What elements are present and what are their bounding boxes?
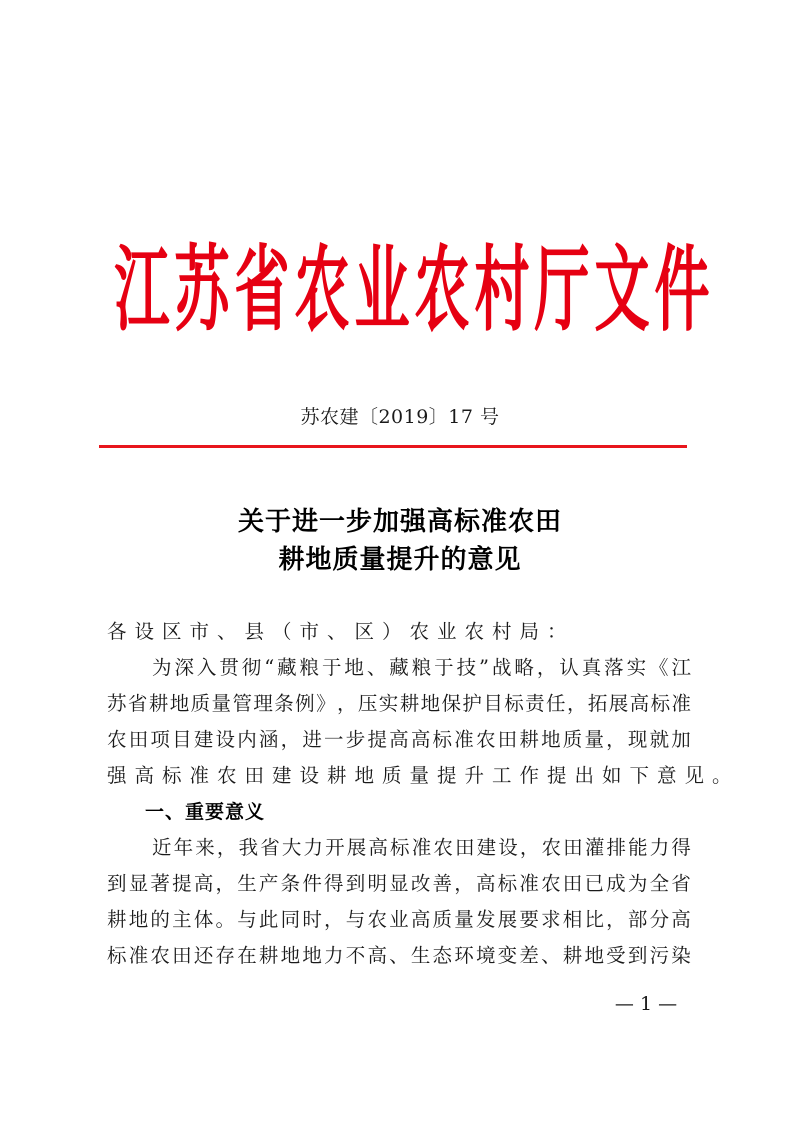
paragraph-2-line: 近 年 来 ， 我 省 大 力 开 展 高 标 准 农 田 建 设 ， 农 田 灌 排 能 力 得 — [152, 836, 691, 859]
document-title-line-2: 耕地质量提升的意见 — [278, 545, 522, 575]
paragraph-2-line: 耕 地 的 主 体 。 与 此 同 时 ， 与 农 业 高 质 量 发 展 要 求 相 比 ， 部 分 高 — [107, 908, 691, 931]
paragraph-1-line: 为 深 入 贯 彻 “ 藏 粮 于 地 、 藏 粮 于 技 ” 战 略 ， 认 真 落 实 《 江 — [152, 656, 691, 679]
masthead-char: 村 — [474, 236, 530, 346]
document-title-line-1: 关于进一步加强高标准农田 — [237, 507, 562, 537]
masthead-char: 文 — [594, 236, 650, 346]
masthead-char: 省 — [234, 236, 290, 346]
paragraph-1-line: 农 田 项 目 建 设 内 涵 ， 进 一 步 提 高 高 标 准 农 田 耕 地 质 量 ， 现 就 加 — [107, 728, 691, 751]
paragraph-1-line: 苏 省 耕 地 质 量 管 理 条 例 》 ， 压 实 耕 地 保 护 目 标 责 任 ， 拓 展 高 标 准 — [107, 692, 691, 715]
masthead-title — [112, 226, 710, 356]
masthead-char: 件 — [654, 236, 710, 346]
masthead-char: 厅 — [534, 236, 590, 346]
masthead-char: 江 — [114, 236, 170, 346]
salutation: 各设区市、县（市、区）农业农村局： — [107, 620, 575, 643]
masthead-char: 苏 — [174, 236, 230, 346]
masthead-char: 农 — [294, 236, 350, 346]
document-body — [107, 614, 740, 974]
masthead-char: 业 — [354, 236, 410, 346]
paragraph-1-line: 强高标准农田建设耕地质量提升工作提出如下意见。 — [107, 764, 740, 787]
document-title — [0, 503, 800, 579]
paragraph-2-line: 到 显 著 提 高 ， 生 产 条 件 得 到 明 显 改 善 ， 高 标 准 农 田 已 成 为 全 省 — [107, 872, 691, 895]
document-number: 苏农建〔2019〕17 号 — [300, 406, 500, 428]
masthead-char: 农 — [414, 236, 470, 346]
red-separator-line — [99, 445, 687, 448]
page-number: — 1 — — [614, 993, 678, 1015]
section-heading: 一、重要意义 — [145, 801, 266, 823]
paragraph-2-line: 标 准 农 田 还 存 在 耕 地 地 力 不 高 、 生 态 环 境 变 差 、 耕 地 受 到 污 染 — [107, 944, 691, 967]
